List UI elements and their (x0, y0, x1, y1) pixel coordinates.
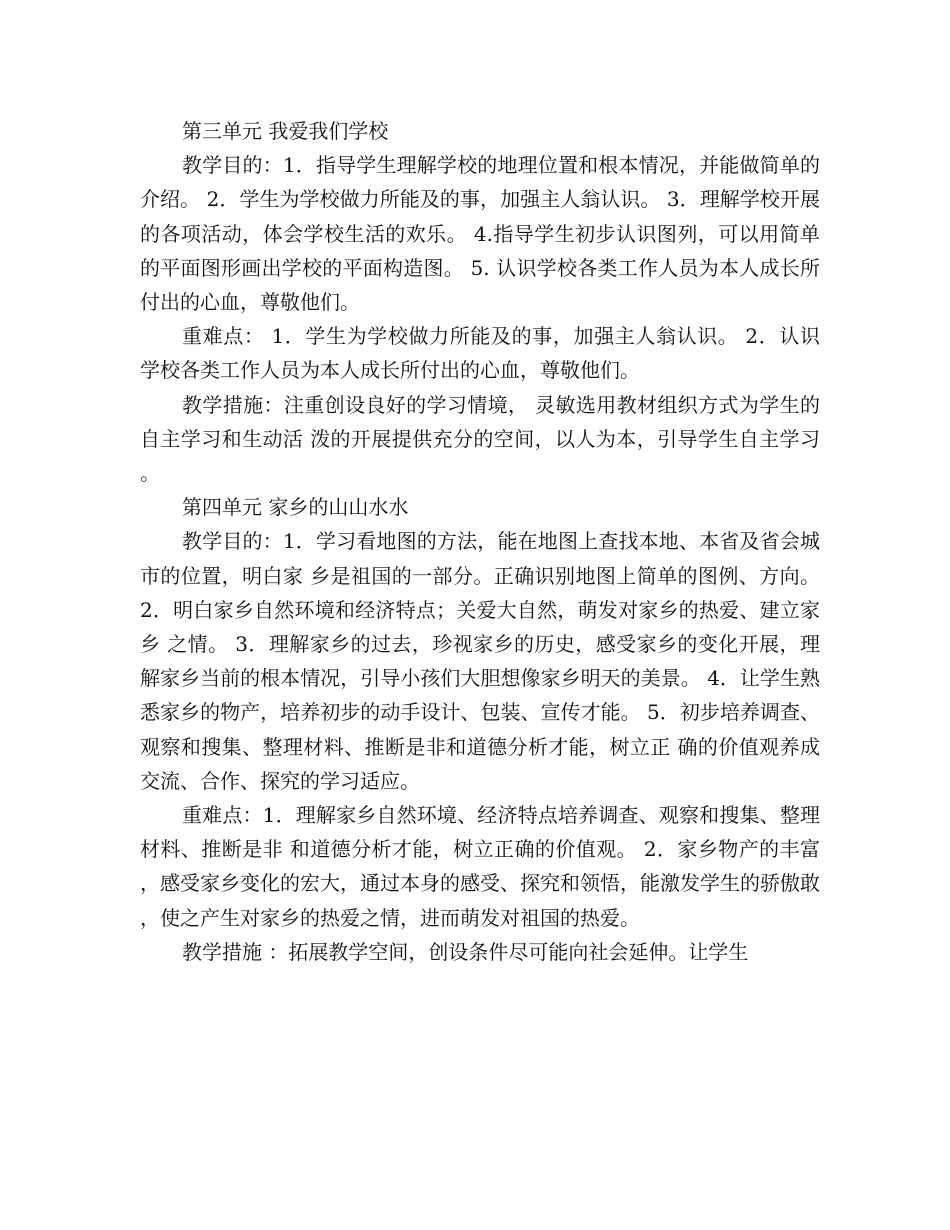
unit-3-teaching-measures: 教学措施：注重创设良好的学习情境， 灵敏选用教材组织方式为学生的自主学习和生动活 泼的开展提供充分的空间，以人为本，引导学生自主学习。 (140, 392, 820, 486)
unit-4-key-difficulties: 重难点：1．理解家乡自然环境、经济特点培养调查、观察和搜集、整理材料、推断是非 和道德分析才能，树立正确的价值观。 2．家乡物产的丰富，感受家乡变化的宏大，通过本身的感受、探究和领悟，能激发学生的骄傲敢，使之产生对家乡的热爱之情，进而萌发对祖国的热爱。 (140, 803, 820, 930)
unit-4-teaching-goals: 教学目的：1．学习看地图的方法，能在地图上查找本地、本省及省会城市的位置，明白家 乡是祖国的一部分。正确识别地图上简单的图例、方向。 2．明白家乡自然环境和经济特点；关爱大自然，萌发对家乡的热爱、建立家乡 之情。 3．理解家乡的过去，珍视家乡的历史，感受家乡的变化开展，理解家乡当前的根本情况，引导小孩们大胆想像家乡明天的美景。 4．让学生熟悉家乡的物产，培养初步的动手设计、包装、宣传才能。 5．初步培养调查、观察和搜集、整理材料、推断是非和道德分析才能，树立正 确的价值观养成交流、合作、探究的学习适应。 (140, 529, 820, 793)
unit-3-heading: 第三单元 我爱我们学校 (182, 119, 389, 143)
unit-4-teaching-measures: 教学措施 ：拓展教学空间，创设条件尽可能向社会延伸。让学生 (182, 939, 749, 964)
document-page (140, 114, 820, 969)
unit-4-heading: 第四单元 家乡的山山水水 (182, 495, 409, 520)
unit-3-teaching-goals: 教学目的：1．指导学生理解学校的地理位置和根本情况，并能做简单的介绍。 2．学生为学校做力所能及的事，加强主人翁认识。 3．理解学校开展的各项活动，体会学校生活的欢乐。 4.指导学生初步认识图列，可以用简单的平面图形画出学校的平面构造图。 5. 认识学校各类工作人员为本人成长所付出的心血，尊敬他们。 (140, 153, 820, 315)
unit-3-key-difficulties: 重难点： 1．学生为学校做力所能及的事，加强主人翁认识。 2．认识学校各类工作人员为本人成长所付出的心血，尊敬他们。 (140, 324, 820, 383)
